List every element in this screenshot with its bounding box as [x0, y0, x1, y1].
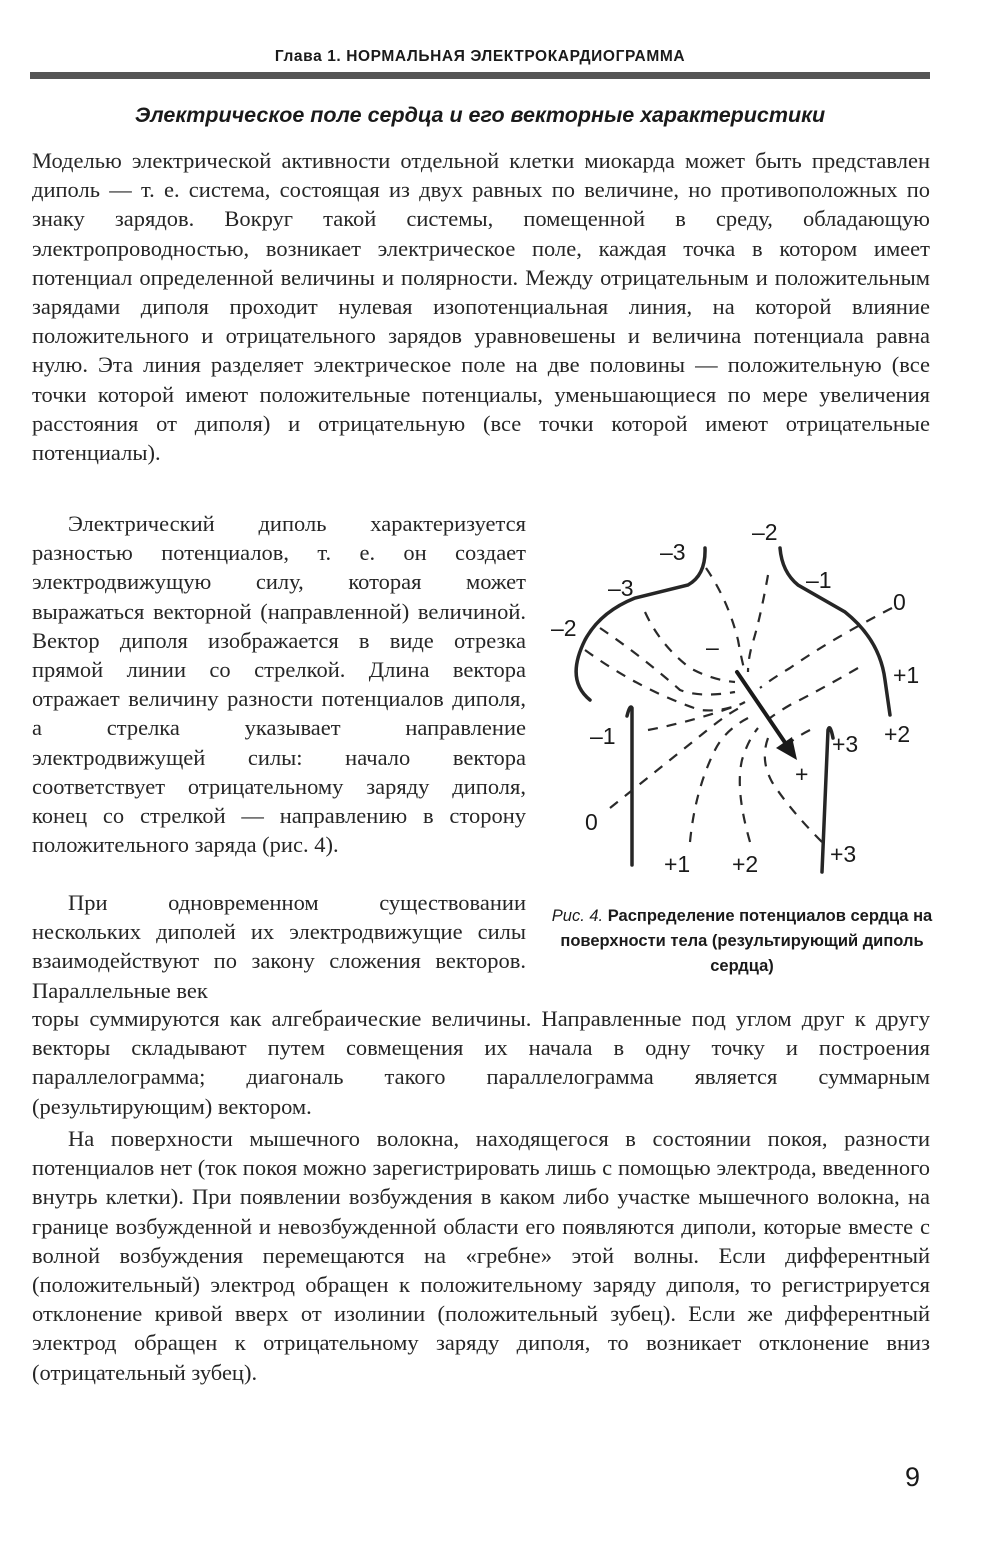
torso-right-outline	[780, 548, 890, 715]
label-zero-right: 0	[893, 589, 906, 615]
label-m2-top: –2	[752, 519, 778, 545]
label-p1-right: +1	[893, 662, 920, 688]
isoline-m1-left	[648, 702, 745, 730]
caption-text: Распределение потенциалов сердца на поверхности тела (результирующий диполь сердца)	[560, 907, 933, 975]
paragraph-dipole-vector: Электрический диполь характеризуется разностью потенциалов, т. е. он создает электродвижущую силу, которая может выражаться векторной (направленной) величиной. Вектор диполя изображается в виде отрезка прямой линии со стрелкой. Длина вектора отражает величину разности потенциалов диполя, а стрелка указывает направление электродвижущей силы: начало вектора соответствует отрицательному заряду диполя, конец со стрелкой — направлению в сторону положительного заряда (рис. 4).	[32, 511, 526, 858]
isoline-p2-bottom	[740, 728, 758, 842]
label-plus-charge: +	[795, 761, 809, 787]
label-p2-bottom: +2	[732, 851, 759, 877]
paragraph-vector-sum-end: торы суммируются как алгебраические величины. Направленные под углом друг к другу векторы складывают путем совмещения их начала в одну точку и построения параллелограмма; диагональ такого параллелограмма является суммарным (результирующим) вектором.	[32, 1006, 930, 1119]
label-m1-neck: –1	[806, 567, 832, 593]
label-p3-inner: +3	[832, 731, 859, 757]
figure-caption	[548, 904, 936, 979]
caption-figure-number: Рис. 4.	[551, 907, 604, 925]
label-p1-bottom: +1	[664, 851, 691, 877]
label-m3-shoulder: –3	[608, 575, 634, 601]
torso-left-outline	[576, 548, 705, 700]
label-m2-left: –2	[551, 615, 577, 641]
isoline-m3-neck	[645, 612, 735, 682]
label-minus-charge: –	[706, 634, 719, 660]
dipole-vector	[737, 672, 786, 744]
paragraph-muscle-fiber: На поверхности мышечного волокна, находящегося в состоянии покоя, разности потенциалов нет (ток покоя можно зарегистрировать лишь с помощью электрода, введенного внутрь клетки). При появлении возбуждения в каком либо участке мышечного волокна, на границе возбужденной и невозбужденной области его появляются диполи, которые вместе с волной возбуждения перемещаются на «гребне» этой волны. Если дифферентный (положительный) электрод обращен к положительному заряду диполя, то регистрируется отклонение кривой вверх от изолинии (положительный зубец). Если же дифферентный электрод обращен к отрицательному заряду диполя, то возникает отклонение вниз (отрицательный зубец).	[32, 1126, 930, 1385]
label-zero-left: 0	[585, 809, 598, 835]
label-p3-bottom: +3	[830, 841, 857, 867]
label-m3-neck: –3	[660, 539, 686, 565]
torso-diagram	[548, 510, 936, 885]
running-head: Глава 1. НОРМАЛЬНАЯ ЭЛЕКТРОКАРДИОГРАММА	[274, 48, 686, 65]
label-m1-left: –1	[590, 723, 616, 749]
figure-heart-potentials	[548, 510, 936, 885]
page-number: 9	[905, 1462, 921, 1492]
paragraph-dipole-model: Моделью электрической активности отдельной клетки миокарда может быть представлен диполь — т. е. система, состоящая из двух равных по величине, но противоположных по знаку зарядов. Вокруг такой системы, помещенной в среду, обладающую электропроводностью, возникает электрическое поле, каждая точка в котором имеет потенциал определенной величины и полярности. Между отрицательным и положительным зарядами диполя проходит нулевая изопотенциальная линия, на которой влияние положительного и отрицательного зарядов уравновешены и величина потенциала равна нулю. Эта линия разделяет электрическое поле на две половины — положительную (все точки которой имеют положительные потенциалы, уменьшающиеся по мере увеличения расстояния от диполя) и отрицательную (все точки которой имеют отрицательные потенциалы).	[32, 148, 930, 466]
isoline-m1-neck	[748, 575, 768, 672]
header-rule	[30, 72, 930, 79]
isoline-zero-right	[760, 608, 892, 688]
section-title: Электрическое поле сердца и его векторные характеристики	[134, 103, 826, 127]
paragraph-vector-sum-start: При одновременном существовании нескольких диполей их электродвижущие силы взаимодействуют по закону сложения векторов. Параллельные век	[32, 890, 526, 1003]
torso-left-arm-outline	[627, 707, 632, 865]
isoline-p1-right	[770, 668, 858, 718]
label-p2-right: +2	[884, 721, 911, 747]
